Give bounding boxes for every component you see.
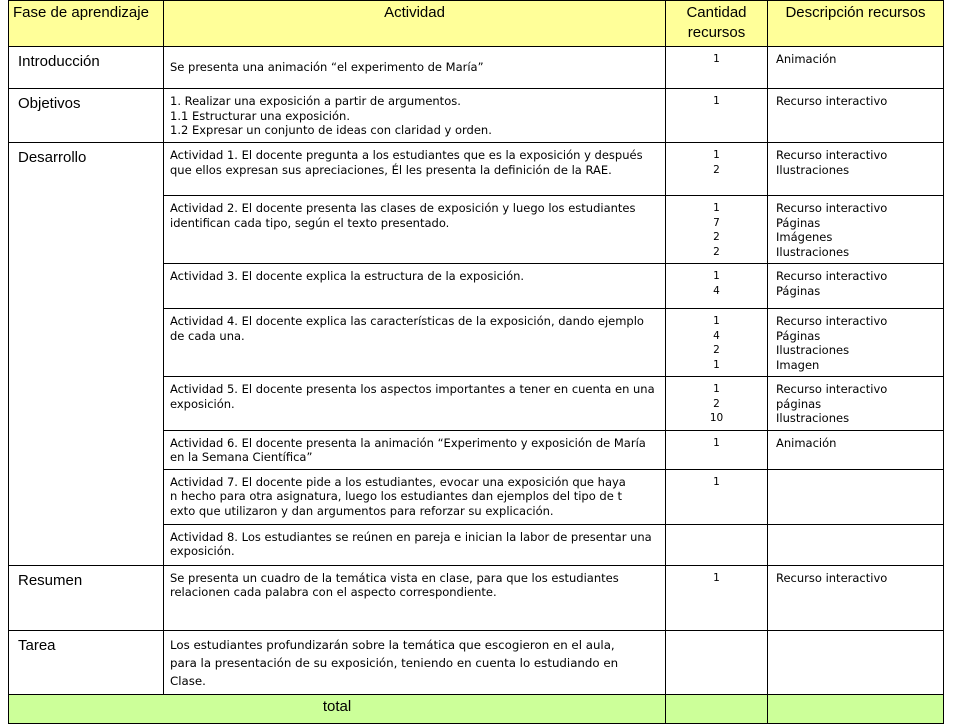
activity-desarrollo-6 [164,430,666,469]
resource-value: Animación [776,435,837,450]
activity-text: Actividad 6. El docente presenta la animación “Experimento y exposición de María en la Semana Científica” [170,435,646,464]
resources-desarrollo-3 [768,264,944,309]
resource-value: Recurso interactivo [776,201,888,215]
resource-value: Recurso interactivo [776,314,888,328]
resource-value: Recurso interactivo [776,269,888,283]
resources-resumen [768,565,944,630]
resources-introduccion [768,47,944,89]
resources-tarea [768,630,944,694]
activity-text: Se presenta un cuadro de la temática vista en clase, para que los estudiantes relacionen cada palabra con el aspecto correspondiente. [170,570,619,599]
quantity-desarrollo-4 [666,309,768,377]
phase-desarrollo: Desarrollo [9,143,164,566]
learning-plan-table [8,0,944,724]
resource-value: Páginas [776,215,821,230]
quantity-value: 2 [713,231,720,243]
resource-value: Recurso interactivo [776,382,888,396]
activity-objetivos [164,89,666,143]
quantity-value: 1 [713,436,720,449]
resources-desarrollo-5 [768,377,944,431]
quantity-value: 4 [713,284,720,297]
quantity-value: 1 [713,358,720,371]
quantity-desarrollo-3 [666,264,768,309]
row-introduccion [9,47,944,89]
quantity-value: 1 [713,383,720,395]
resources-desarrollo-8 [768,524,944,565]
quantity-value: 7 [713,216,720,229]
total-description [768,694,944,723]
resource-value: Ilustraciones [776,343,850,357]
resources-desarrollo-4 [768,309,944,377]
quantity-desarrollo-7 [666,469,768,524]
activity-text: Actividad 3. El docente explica la estructura de la exposición. [170,269,525,283]
activity-text: Actividad 8. Los estudiantes se reúnen en pareja e inician la labor de presentar una exposición. [170,529,652,558]
row-objetivos [9,89,944,143]
quantity-value: 1 [713,315,720,327]
quantity-value: 2 [713,245,720,258]
activity-desarrollo-3 [164,264,666,309]
activity-text: Los estudiantes profundizarán sobre la temática que escogieron en el aula, para la presentación de su exposición, teniendo en cuenta lo estudiando en Clase. [170,637,619,688]
resource-value: Ilustraciones [776,244,850,259]
activity-resumen [164,565,666,630]
phase-resumen: Resumen [9,565,164,630]
quantity-tarea [666,630,768,694]
activity-desarrollo-5 [164,377,666,431]
quantity-desarrollo-5 [666,377,768,431]
quantity-value: 2 [713,163,720,176]
activity-desarrollo-7 [164,469,666,524]
resources-desarrollo-2 [768,196,944,264]
resource-value: Imágenes [776,230,833,244]
resources-desarrollo-7 [768,469,944,524]
activity-desarrollo-4 [164,309,666,377]
phase-introduccion: Introducción [9,47,164,89]
activity-desarrollo-2 [164,196,666,264]
quantity-desarrollo-8 [666,524,768,565]
quantity-value: 10 [709,412,724,424]
quantity-desarrollo-6 [666,430,768,469]
quantity-value: 2 [713,397,720,410]
activity-text: Actividad 2. El docente presenta las clases de exposición y luego los estudiantes identifican cada tipo, según el texto presentado. [170,201,636,230]
activity-text: Actividad 5. El docente presenta los aspectos importantes a tener en cuenta en una exposición. [170,382,655,411]
resources-desarrollo-6 [768,430,944,469]
quantity-value: 1 [713,95,720,107]
quantity-value: 1 [713,475,720,488]
quantity-introduccion [666,47,768,89]
resource-value: Páginas [776,283,821,298]
resource-value: Recurso interactivo [776,570,888,585]
row-tarea [9,630,944,694]
row-total [9,694,944,723]
activity-text: Actividad 7. El docente pide a los estudiantes, evocar una exposición que haya n hecho para otra asignatura, luego los estudiantes dan ejemplos del tipo de t exto que utilizaron y dan argumentos para reforzar su explicación. [170,474,626,518]
activity-text: Se presenta una animación “el experimento de María” [170,60,484,74]
resource-value: Recurso interactivo [776,148,888,162]
quantity-resumen [666,565,768,630]
quantity-value: 1 [713,571,720,584]
activity-text: Actividad 4. El docente explica las características de la exposición, dando ejemplo de cada una. [170,314,644,343]
quantity-value: 1 [713,202,720,214]
quantity-value: 4 [713,329,720,342]
header-description: Descripción recursos [768,1,944,47]
header-activity: Actividad [164,1,666,47]
quantity-value: 1 [713,149,720,161]
quantity-value: 2 [713,344,720,356]
quantity-desarrollo-2 [666,196,768,264]
activity-tarea [164,630,666,694]
header-quantity: Cantidad recursos [666,1,768,47]
total-quantity [666,694,768,723]
resource-value: Ilustraciones [776,162,850,177]
activity-desarrollo-1 [164,143,666,196]
header-phase: Fase de aprendizaje [9,1,164,47]
activity-desarrollo-8 [164,524,666,565]
activity-introduccion [164,47,666,89]
resource-value: páginas [776,396,822,411]
resource-value: Imagen [776,357,820,372]
row-resumen [9,565,944,630]
resource-value: Ilustraciones [776,411,850,425]
phase-tarea: Tarea [9,630,164,694]
header-row [9,1,944,47]
resource-value: Páginas [776,328,821,343]
activity-text: Actividad 1. El docente pregunta a los estudiantes que es la exposición y después que ellos expresan sus apreciaciones, Él les presenta la definición de la RAE. [170,148,643,177]
phase-objetivos: Objetivos [9,89,164,143]
resource-value: Animación [776,52,837,66]
quantity-objetivos [666,89,768,143]
quantity-desarrollo-1 [666,143,768,196]
activity-text: 1. Realizar una exposición a partir de argumentos. 1.1 Estructurar una exposición. 1.2 Expresar un conjunto de ideas con claridad y orden. [170,94,492,137]
quantity-value: 1 [713,53,720,65]
resources-desarrollo-1 [768,143,944,196]
resource-value: Recurso interactivo [776,94,888,108]
row-desarrollo-1 [9,143,944,196]
quantity-value: 1 [713,270,720,282]
resources-objetivos [768,89,944,143]
total-label: total [9,694,666,723]
